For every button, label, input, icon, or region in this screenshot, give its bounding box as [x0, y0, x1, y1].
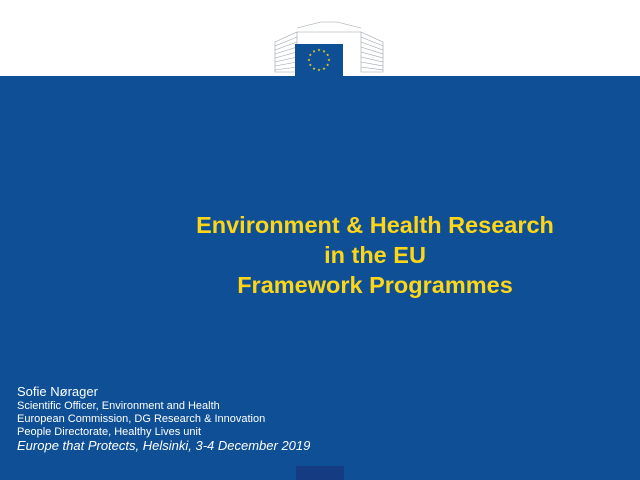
title-line-3: Framework Programmes [237, 272, 513, 298]
footer-accent-bar [296, 466, 344, 480]
speaker-role: Scientific Officer, Environment and Health [17, 400, 220, 412]
speaker-name: Sofie Nørager [17, 384, 98, 399]
event-line: Europe that Protects, Helsinki, 3-4 December 2019 [17, 438, 311, 453]
title-line-2: in the EU [324, 242, 426, 268]
speaker-organisation: European Commission, DG Research & Innovation [17, 413, 266, 425]
title-line-1: Environment & Health Research [196, 212, 554, 238]
speaker-unit: People Directorate, Healthy Lives unit [17, 426, 202, 438]
slide-title [140, 210, 610, 300]
